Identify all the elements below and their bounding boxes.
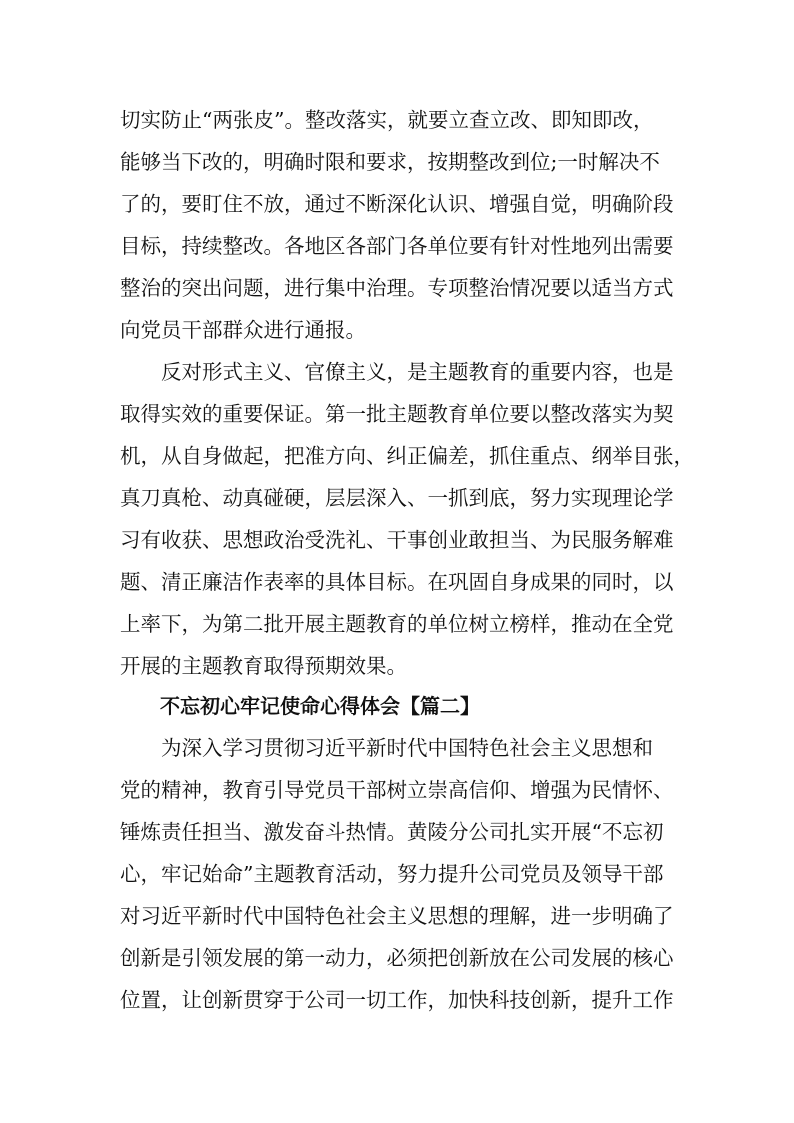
text-line: 对习近平新时代中国特色社会主义思想的理解，进一步明确了: [120, 904, 674, 928]
text-line: 位置，让创新贯穿于公司一切工作，加快科技创新，提升工作: [120, 988, 674, 1012]
text-line: 真刀真枪、动真碰硬，层层深入、一抓到底，努力实现理论学: [120, 486, 674, 510]
text-line: 了的，要盯住不放，通过不断深化认识、增强自觉，明确阶段: [120, 192, 674, 216]
section-heading: 不忘初心牢记使命心得体会【篇二】: [120, 694, 480, 718]
text-line: 能够当下改的，明确时限和要求，按期整改到位;一时解决不: [120, 150, 660, 174]
text-line: 反对形式主义、官僚主义，是主题教育的重要内容，也是: [120, 360, 674, 384]
text-line: 机，从自身做起，把准方向、纠正偏差，抓住重点、纲举目张，: [120, 444, 694, 468]
text-line: 向党员干部群众进行通报。: [120, 318, 366, 342]
text-line: 习有收获、思想政治受洗礼、干事创业敢担当、为民服务解难: [120, 528, 674, 552]
text-line: 锤炼责任担当、激发奋斗热情。黄陵分公司扎实开展“不忘初: [120, 820, 664, 844]
text-line: 开展的主题教育取得预期效果。: [120, 654, 407, 678]
text-line: 党的精神，教育引导党员干部树立崇高信仰、增强为民情怀、: [120, 778, 674, 802]
text-line: 取得实效的重要保证。第一批主题教育单位要以整改落实为契: [120, 402, 674, 426]
text-line: 创新是引领发展的第一动力，必须把创新放在公司发展的核心: [120, 946, 674, 970]
text-line: 上率下，为第二批开展主题教育的单位树立榜样，推动在全党: [120, 612, 674, 636]
text-line: 题、清正廉洁作表率的具体目标。在巩固自身成果的同时，以: [120, 570, 674, 594]
text-line: 目标，持续整改。各地区各部门各单位要有针对性地列出需要: [120, 234, 674, 258]
text-line: 切实防止“两张皮”。整改落实，就要立查立改、即知即改，: [120, 108, 654, 132]
text-line: 整治的突出问题，进行集中治理。专项整治情况要以适当方式: [120, 276, 674, 300]
text-line: 为深入学习贯彻习近平新时代中国特色社会主义思想和: [120, 736, 653, 760]
text-line: 心，牢记始命”主题教育活动，努力提升公司党员及领导干部: [120, 862, 664, 886]
